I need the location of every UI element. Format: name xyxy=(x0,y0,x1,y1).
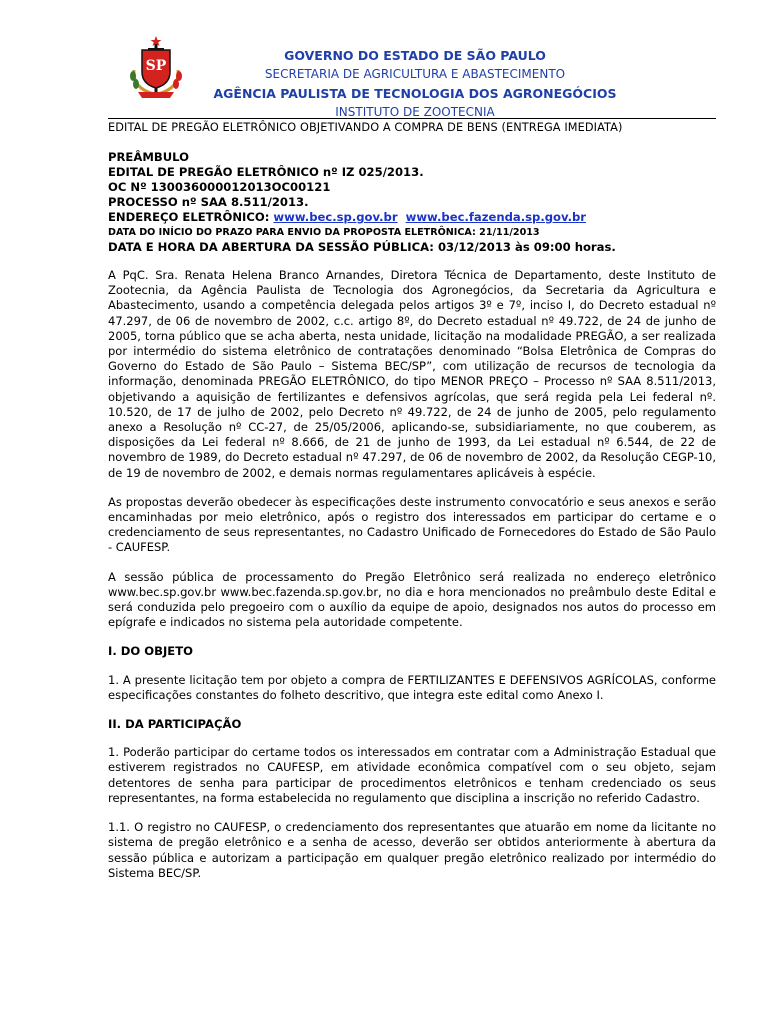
registration-paragraph: 1.1. O registro no CAUFESP, o credenciamento dos representantes que atuarão em nome da licitante no sistema de pregão eletrônico e a senha de acesso, deverão ser obtidos anteriormente à abertura da sessão pública e autorizam a participação em qualquer pregão eletrônico realizado por intermédio do Sistema BEC/SP. xyxy=(108,820,716,880)
section-heading-object: I. DO OBJETO xyxy=(108,644,193,659)
svg-text:SP: SP xyxy=(145,58,167,74)
intro-paragraph: A PqC. Sra. Renata Helena Branco Arnandes, Diretora Técnica de Departamento, deste Instituto de Zootecnia, da Agência Paulista de Tecnologia dos Agronegócios, da Secretaria da Agricultura e Abastecimento, usando a competência delegada pelos artigos 3º e 7º, inciso I, do Decreto estadual nº 47.297, de 06 de novembro de 2002, c.c. artigo 8º, do Decreto estadual nº 49.722, de 24 de junho de 2005, torna público que se acha aberta, nesta unidade, licitação na modalidade PREGÃO, a ser realizada por intermédio do sistema eletrônico de contratações denominado “Bolsa Eletrônica de Compras do Governo do Estado de São Paulo – Sistema BEC/SP”, com utilização de recursos de tecnologia da informação, denominada PREGÃO ELETRÔNICO, do tipo MENOR PREÇO – Processo nº SAA 8.511/2013, objetivando a aquisição de fertilizantes e defensivos agrícolas, que será regida pela Lei federal nº. 10.520, de 17 de julho de 2002, pelo Decreto nº 49.722, de 24 de junho de 2005, pelo regulamento anexo a Resolução nº CC-27, de 25/05/2006, aplicando-se, subsidiariamente, no que couberem, as disposições da Lei federal nº 8.666, de 21 de junho de 1993, da Lei estadual nº 6.544, de 22 de novembro de 1989, do Decreto estadual nº 47.297, de 06 de novembro de 2002, da Resolução CEGP-10, de 19 de novembro de 2002, e demais normas regulamentares aplicáveis à espécie. xyxy=(108,268,716,480)
document-body xyxy=(108,268,716,895)
preamble-heading: PREÂMBULO xyxy=(108,150,189,164)
oc-number: OC Nº 130036000012013OC00121 xyxy=(108,180,331,194)
participation-paragraph: 1. Poderão participar do certame todos os interessados em contratar com a Administração Estadual que estiverem registrados no CAUFESP, em atividade econômica compatível com o seu objeto, sejam detentores de senha para participar de procedimentos eletrônicos e tenham credenciado os seus representantes, na forma estabelecida no regulamento que disciplina a inscrição no referido Cadastro. xyxy=(108,745,716,805)
electronic-address xyxy=(108,210,616,225)
bec-link[interactable]: www.bec.sp.gov.br xyxy=(273,210,398,224)
institute-title: INSTITUTO DE ZOOTECNIA xyxy=(335,105,495,119)
sao-paulo-coat-of-arms-logo xyxy=(124,36,188,100)
institution-header xyxy=(180,46,650,122)
edital-number: EDITAL DE PREGÃO ELETRÔNICO nº IZ 025/2013. xyxy=(108,165,424,179)
secretariat-title: SECRETARIA DE AGRICULTURA E ABASTECIMENTO xyxy=(264,67,566,81)
object-paragraph: 1. A presente licitação tem por objeto a compra de FERTILIZANTES E DEFENSIVOS AGRÍCOLAS, conforme especificações constantes do folheto descritivo, que integra este edital como Anexo I. xyxy=(108,672,716,702)
header-divider xyxy=(108,118,716,119)
bec-fazenda-link[interactable]: www.bec.fazenda.sp.gov.br xyxy=(405,210,587,224)
agency-title: AGÊNCIA PAULISTA DE TECNOLOGIA DOS AGRONEGÓCIOS xyxy=(213,86,617,101)
proposal-deadline: DATA DO INÍCIO DO PRAZO PARA ENVIO DA PROPOSTA ELETRÔNICA: 21/11/2013 xyxy=(108,227,540,238)
proposals-paragraph: As propostas deverão obedecer às especificações deste instrumento convocatório e seus anexos e serão encaminhadas por meio eletrônico, após o registro dos interessados em participar do certame e o credenciamento de seus representantes, no Cadastro Unificado de Fornecedores do Estado de São Paulo - CAUFESP. xyxy=(108,494,716,555)
address-label: ENDEREÇO ELETRÔNICO: xyxy=(108,210,270,224)
session-date: DATA E HORA DA ABERTURA DA SESSÃO PÚBLICA: 03/12/2013 às 09:00 horas. xyxy=(108,240,616,254)
preamble-block xyxy=(108,150,616,255)
government-title: GOVERNO DO ESTADO DE SÃO PAULO xyxy=(284,48,546,63)
session-paragraph: A sessão pública de processamento do Pregão Eletrônico será realizada no endereço eletrônico www.bec.sp.gov.br www.bec.fazenda.sp.gov.br, no dia e hora mencionados no preâmbulo deste Edital e será conduzida pelo pregoeiro com o auxílio da equipe de apoio, designados nos autos do processo em epígrafe e indicados no sistema pela autoridade competente. xyxy=(108,569,716,630)
process-number: PROCESSO nº SAA 8.511/2013. xyxy=(108,195,309,209)
section-heading-participation: II. DA PARTICIPAÇÃO xyxy=(108,717,242,732)
edital-title: EDITAL DE PREGÃO ELETRÔNICO OBJETIVANDO A COMPRA DE BENS (ENTREGA IMEDIATA) xyxy=(108,121,623,134)
